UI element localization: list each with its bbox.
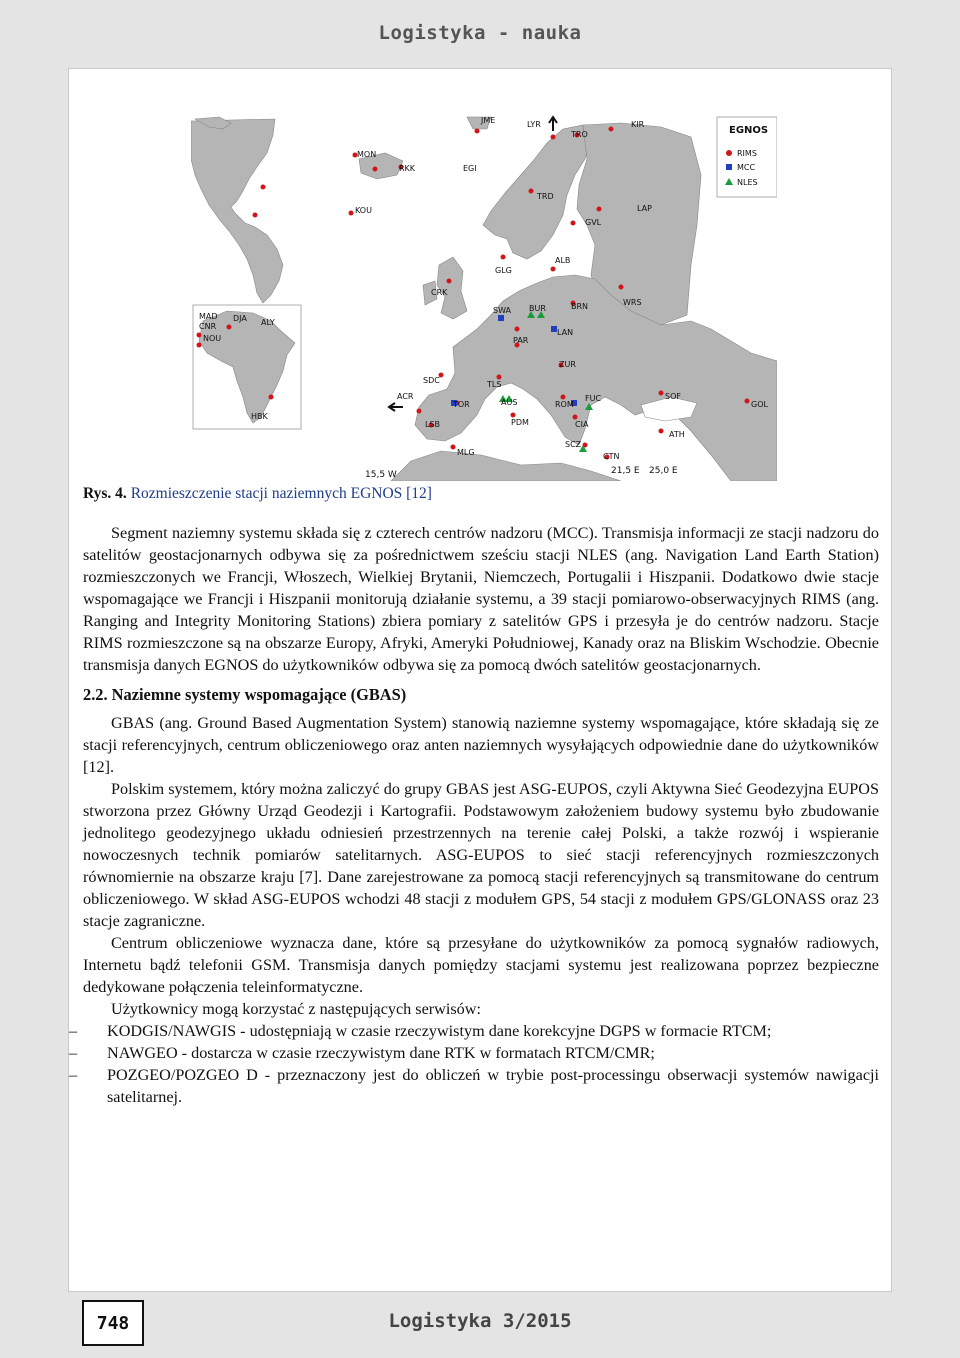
svg-text:DJA: DJA [233, 314, 247, 323]
svg-text:TRD: TRD [537, 192, 554, 201]
svg-text:CRK: CRK [431, 288, 448, 297]
legend-nles-label: NLES [737, 178, 758, 187]
svg-text:MLG: MLG [457, 448, 475, 457]
legend-rims-label: RIMS [737, 149, 757, 158]
article-body [69, 522, 879, 1108]
svg-text:ZUR: ZUR [559, 360, 576, 369]
map-legend [717, 117, 777, 197]
legend-mcc-label: MCC [737, 163, 756, 172]
svg-text:ALY: ALY [261, 318, 275, 327]
legend-title: EGNOS [729, 125, 769, 136]
svg-text:GLG: GLG [495, 266, 512, 275]
svg-text:MAD: MAD [199, 312, 218, 321]
svg-text:KOU: KOU [355, 206, 372, 215]
svg-text:LSB: LSB [425, 420, 441, 429]
caption-text: Rozmieszczenie stacji naziemnych EGNOS [12] [130, 485, 432, 502]
services-list [69, 1020, 879, 1108]
svg-text:JME: JME [481, 116, 496, 125]
svg-text:GVL: GVL [585, 218, 602, 227]
paragraph-services-intro: Użytkownicy mogą korzystać z następujących serwisów: [111, 1000, 481, 1018]
svg-text:ATH: ATH [669, 430, 685, 439]
svg-text:TLS: TLS [487, 380, 502, 389]
svg-text:ACR: ACR [397, 392, 414, 401]
svg-text:CIA: CIA [575, 420, 589, 429]
section-heading-gbas: 2.2. Naziemne systemy wspomagające (GBAS) [83, 685, 407, 704]
map-svg [191, 115, 777, 481]
list-item: – KODGIS/NAWGIS - udostępniają w czasie rzeczywistym dane korekcyjne DGPS w formacie RTCM; [69, 1022, 772, 1040]
svg-text:SDC: SDC [423, 376, 440, 385]
svg-text:LAP: LAP [637, 204, 652, 213]
svg-text:25,0 E: 25,0 E [649, 466, 678, 476]
page-sheet [68, 68, 892, 1292]
svg-text:TOR: TOR [453, 400, 470, 409]
svg-text:15,5 W: 15,5 W [365, 470, 397, 480]
svg-text:KIR: KIR [631, 120, 645, 129]
svg-text:21,5 E: 21,5 E [611, 466, 640, 476]
svg-text:PAR: PAR [513, 336, 529, 345]
svg-text:PDM: PDM [511, 418, 529, 427]
paragraph-computing-center: Centrum obliczeniowe wyznacza dane, które są przesyłane do użytkowników za pomocą sygnałów radiowych, Internetu bądź telefonii GSM. Transmisja danych pomiędzy stacjami systemu jest realizowana poprzez bezpieczne dedykowane połączenia teleinformatyczne. [83, 934, 879, 996]
paragraph-gbas-definition: GBAS (ang. Ground Based Augmentation System) stanowią naziemne systemy wspomagające, które składają się ze stacji referencyjnych, centrum obliczeniowego oraz anten naziemnych wysyłających odpowiednie dane do użytkowników [12]. [83, 714, 879, 776]
svg-text:MON: MON [357, 150, 377, 159]
svg-text:WRS: WRS [623, 298, 642, 307]
svg-text:CTN: CTN [603, 452, 620, 461]
caption-label: Rys. 4. [83, 485, 127, 502]
svg-text:AUS: AUS [501, 398, 518, 407]
svg-text:SWA: SWA [493, 306, 512, 315]
svg-text:FUC: FUC [585, 394, 602, 403]
svg-text:LAN: LAN [557, 328, 574, 337]
svg-text:CNR: CNR [199, 322, 217, 331]
legend-mcc-marker [726, 164, 732, 170]
svg-text:BUR: BUR [529, 304, 546, 313]
svg-text:EGI: EGI [463, 164, 477, 173]
running-header: Logistyka - nauka [378, 22, 582, 44]
svg-text:HBK: HBK [251, 412, 268, 421]
svg-text:RKK: RKK [399, 164, 416, 173]
list-item: – POZGEO/POZGEO D - przeznaczony jest do obliczeń w trybie post-processingu obserwacji systemów nawigacji satelitarnej. [69, 1066, 879, 1106]
legend-rims-marker [726, 150, 732, 156]
figure-caption [83, 485, 432, 503]
svg-text:NOU: NOU [203, 334, 222, 343]
egnos-station-map [191, 115, 777, 481]
svg-text:TRO: TRO [571, 130, 588, 139]
journal-footer: Logistyka 3/2015 [388, 1310, 572, 1332]
svg-text:LYR: LYR [527, 120, 541, 129]
svg-text:ALB: ALB [555, 256, 571, 265]
list-item: – NAWGEO - dostarcza w czasie rzeczywistym dane RTK w formatach RTCM/CMR; [69, 1044, 655, 1062]
svg-text:ROM: ROM [555, 400, 574, 409]
svg-text:SOF: SOF [665, 392, 681, 401]
paragraph-asg-eupos: Polskim systemem, który można zaliczyć do grupy GBAS jest ASG-EUPOS, czyli Aktywna Sieć Geodezyjna EUPOS stworzona przez Główny Urząd Geodezji i Kartografii. Podstawowym założeniem budowy systemu było zbudowanie jednolitego geodezyjnego układu odniesień przestrzennych na terenie całej Polski, a także rozwój i wspieranie nowoczesnych technik pomiarów satelitarnych. ASG-EUPOS to sieć stacji referencyjnych rozmieszczonych równomiernie na obszarze kraju [7]. Dane zarejestrowane za pomocą stacji referencyjnych są transmitowane do centrum obliczeniowego. W skład ASG-EUPOS wchodzi 48 stacji z modułem GPS, 54 stacji z modułem GPS/GLONASS oraz 23 stacje zagraniczne. [83, 780, 879, 930]
svg-text:SCZ: SCZ [565, 440, 582, 449]
svg-text:BRN: BRN [571, 302, 589, 311]
page-number: 748 [82, 1300, 144, 1346]
svg-text:GOL: GOL [751, 400, 768, 409]
paragraph-egnos-segment: Segment naziemny systemu składa się z czterech centrów nadzoru (MCC). Transmisja informacji ze stacji nadzoru do satelitów geostacjonarnych odbywa się za pośrednictwem sześciu stacji NLES (ang. Navigation Land Earth Station) rozmieszczonych we Francji, Włoszech, Wielkiej Brytanii, Niemczech, Portugalii i Hiszpanii. Dodatkowo dwie stacje wspomagające we Francji i Hiszpanii monitorują działanie systemu, a 39 stacji pomiarowo-obserwacyjnych RIMS (ang. Ranging and Integrity Monitoring Stations) zbiera pomiary z satelitów GPS i przesyła je do centrów nadzoru. Stacje RIMS rozmieszczone są na obszarze Europy, Afryki, Ameryki Południowej, Kanady oraz na Bliskim Wschodzie. Obecnie transmisja danych EGNOS do użytkowników odbywa się za pomocą dwóch satelitów geostacjonarnych. [83, 524, 879, 674]
